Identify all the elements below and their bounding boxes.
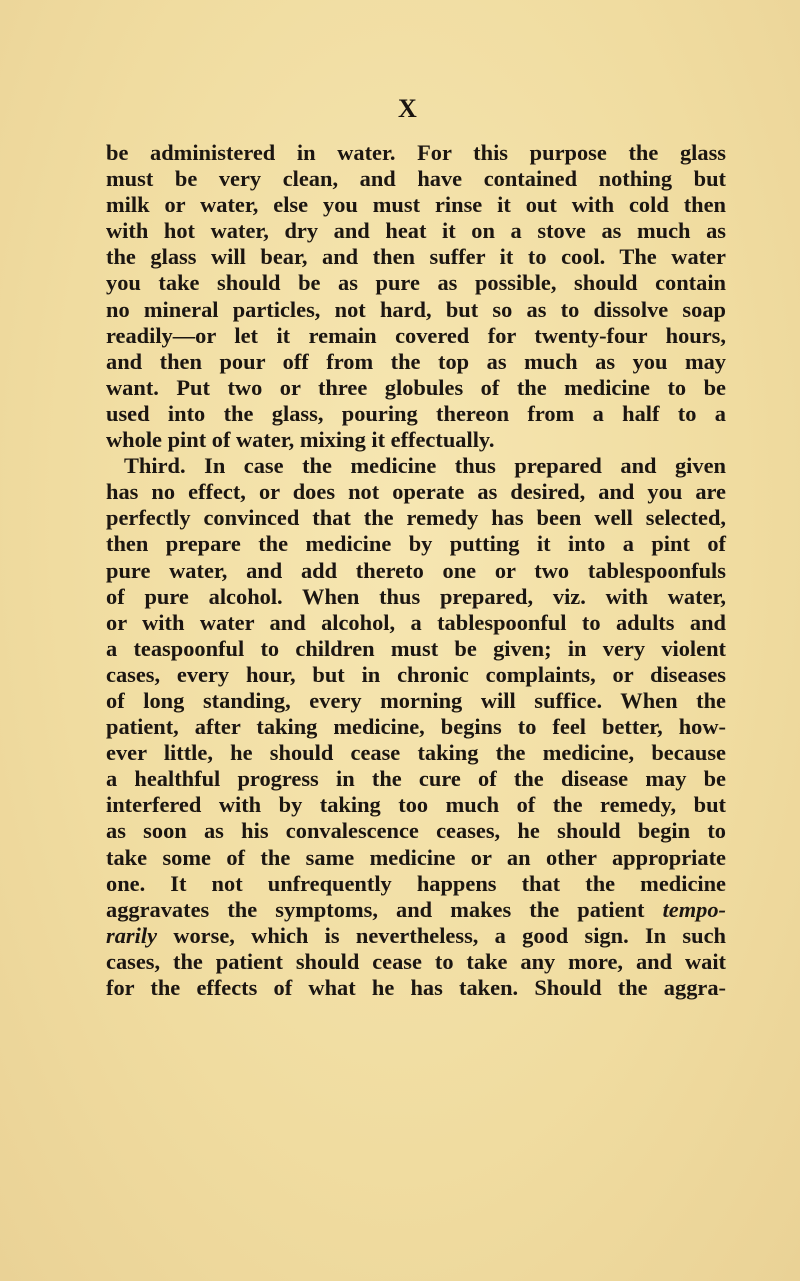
text-line: as soon as his convalescence ceases, he should begin to: [106, 818, 726, 844]
text-line: interfered with by taking too much of the remedy, but: [106, 792, 726, 818]
text-line: the glass will bear, and then suffer it to cool. The water: [106, 244, 726, 270]
text-line: Third. In case the medicine thus prepared and given: [124, 453, 726, 479]
line-text: aggravates the symptoms, and makes the patient: [106, 896, 645, 922]
text-line: patient, after taking medicine, begins to feel better, how-: [106, 714, 726, 740]
text-line: of long standing, every morning will suffice. When the: [106, 687, 726, 713]
body-text: [106, 140, 726, 1001]
text-line: cases, the patient should cease to take any more, and wait: [106, 948, 726, 974]
text-line: milk or water, else you must rinse it out with cold then: [106, 192, 726, 218]
text-line: must be very clean, and have contained nothing but: [106, 166, 726, 192]
emphasized-word: rarily: [106, 922, 158, 948]
emphasized-word: tempo-: [662, 896, 726, 922]
text-line: take some of the same medicine or an other appropriate: [106, 844, 726, 870]
text-line: pure water, and add thereto one or two tablespoonfuls: [106, 557, 726, 583]
text-line: perfectly convinced that the remedy has been well selected,: [106, 505, 726, 531]
text-line: of pure alcohol. When thus prepared, viz. with water,: [106, 583, 726, 609]
text-line: and then pour off from the top as much as you may: [106, 348, 726, 374]
text-line: one. It not unfrequently happens that the medicine: [106, 870, 726, 896]
text-line: ever little, he should cease taking the medicine, because: [106, 740, 726, 766]
text-line: want. Put two or three globules of the medicine to be: [106, 374, 726, 400]
text-line: a teaspoonful to children must be given; in very violent: [106, 635, 726, 661]
text-line: whole pint of water, mixing it effectually.: [106, 427, 495, 453]
text-line: a healthful progress in the cure of the disease may be: [106, 766, 726, 792]
text-line: used into the glass, pouring thereon from a half to a: [106, 400, 726, 426]
text-line: you take should be as pure as possible, should contain: [106, 270, 726, 296]
line-text: worse, which is nevertheless, a good sign. In such: [173, 922, 726, 948]
page-number: X: [398, 94, 417, 123]
text-line: no mineral particles, not hard, but so as to dissolve soap: [106, 296, 726, 322]
text-line: be administered in water. For this purpose the glass: [106, 140, 726, 165]
text-line: with hot water, dry and heat it on a stove as much as: [106, 218, 726, 244]
text-line: readily—or let it remain covered for twenty-four hours,: [106, 322, 726, 348]
text-line-with-emphasis: [106, 923, 726, 949]
text-line-with-emphasis: [106, 897, 726, 923]
text-line: then prepare the medicine by putting it into a pint of: [106, 531, 726, 557]
text-line: for the effects of what he has taken. Should the aggra-: [106, 975, 726, 1000]
text-line: or with water and alcohol, a tablespoonful to adults and: [106, 609, 726, 635]
text-line: cases, every hour, but in chronic complaints, or diseases: [106, 661, 726, 687]
text-line: has no effect, or does not operate as desired, and you are: [106, 479, 726, 505]
